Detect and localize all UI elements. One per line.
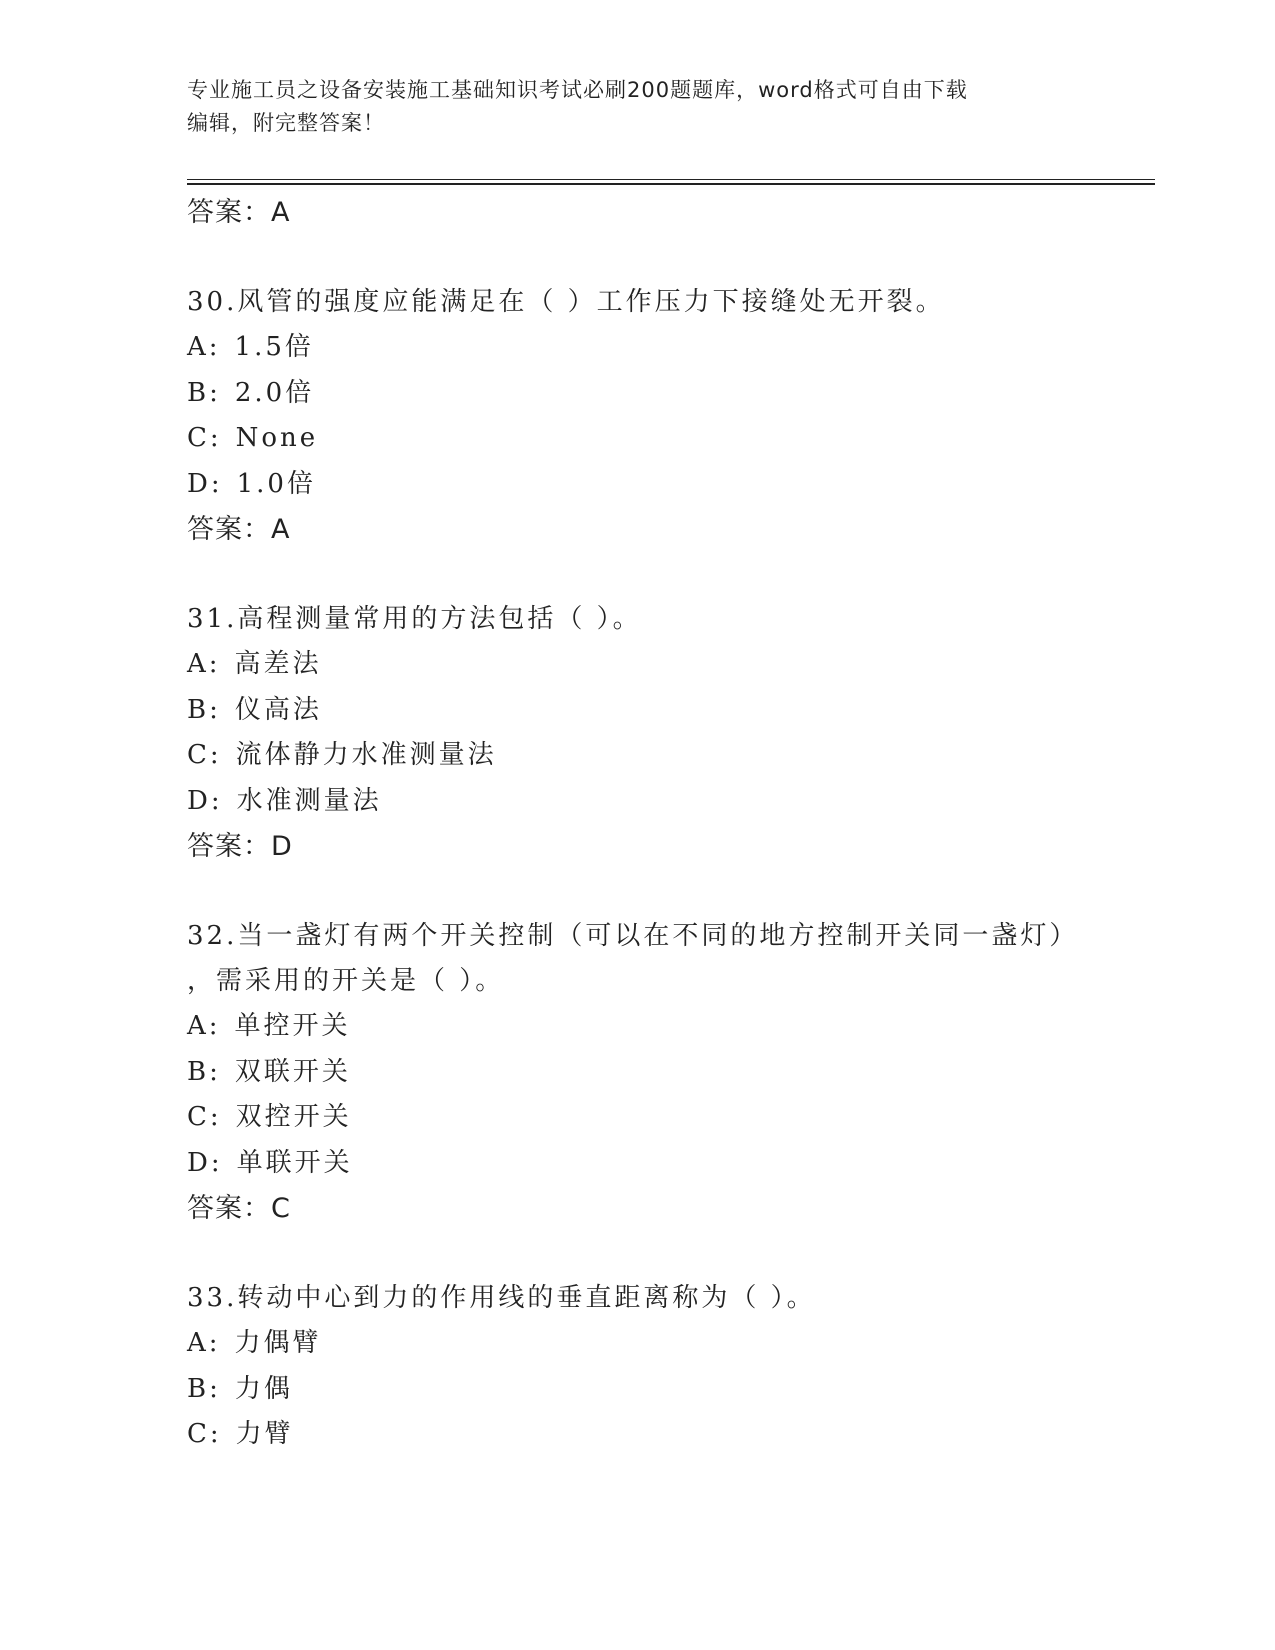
option-a: A: 1.5倍 (187, 332, 314, 362)
option-b: B: 双联开关 (187, 1056, 351, 1087)
question-stem: 30.风管的强度应能满足在（ ）工作压力下接缝处无开裂。 (187, 287, 945, 317)
option-a: A: 力偶臂 (187, 1328, 322, 1358)
question-30 (187, 280, 1155, 552)
page-header (187, 74, 1067, 140)
question-list (187, 190, 1155, 1458)
option-a: A: 单控开关 (187, 1011, 351, 1041)
answer-29: 答案：A (187, 197, 291, 228)
option-a: A: 高差法 (187, 649, 322, 679)
question-stem-line-2: ，需采用的开关是（ ）。 (187, 966, 505, 996)
header-line-2: 编辑，附完整答案！ (187, 111, 385, 135)
question-31 (187, 597, 1155, 869)
header-divider-thick (187, 183, 1155, 185)
option-c: C: 力臂 (187, 1419, 294, 1449)
answer: 答案：A (187, 514, 291, 545)
option-b: B: 2.0倍 (187, 377, 315, 408)
option-d: D: 水准测量法 (187, 785, 382, 816)
question-stem-line-1: 32.当一盏灯有两个开关控制（可以在不同的地方控制开关同一盏灯） (187, 921, 1079, 951)
answer: 答案：C (187, 1193, 291, 1224)
option-d: D: 单联开关 (187, 1147, 353, 1178)
header-line-1: 专业施工员之设备安装施工基础知识考试必刷200题题库，word格式可自由下载 (187, 78, 968, 102)
option-b: B: 力偶 (187, 1373, 293, 1404)
option-b: B: 仪高法 (187, 694, 322, 725)
option-c: C: 双控开关 (187, 1102, 352, 1132)
header-divider-thin (187, 179, 1155, 180)
option-d: D: 1.0倍 (187, 468, 316, 499)
question-stem: 31.高程测量常用的方法包括（ ）。 (187, 604, 642, 634)
question-stem: 33.转动中心到力的作用线的垂直距离称为（ ）。 (187, 1283, 816, 1313)
question-32 (187, 914, 1155, 1231)
answer: 答案：D (187, 831, 293, 862)
option-c: C: 流体静力水准测量法 (187, 740, 497, 770)
option-c: C: None (187, 423, 319, 453)
question-33 (187, 1276, 1155, 1458)
